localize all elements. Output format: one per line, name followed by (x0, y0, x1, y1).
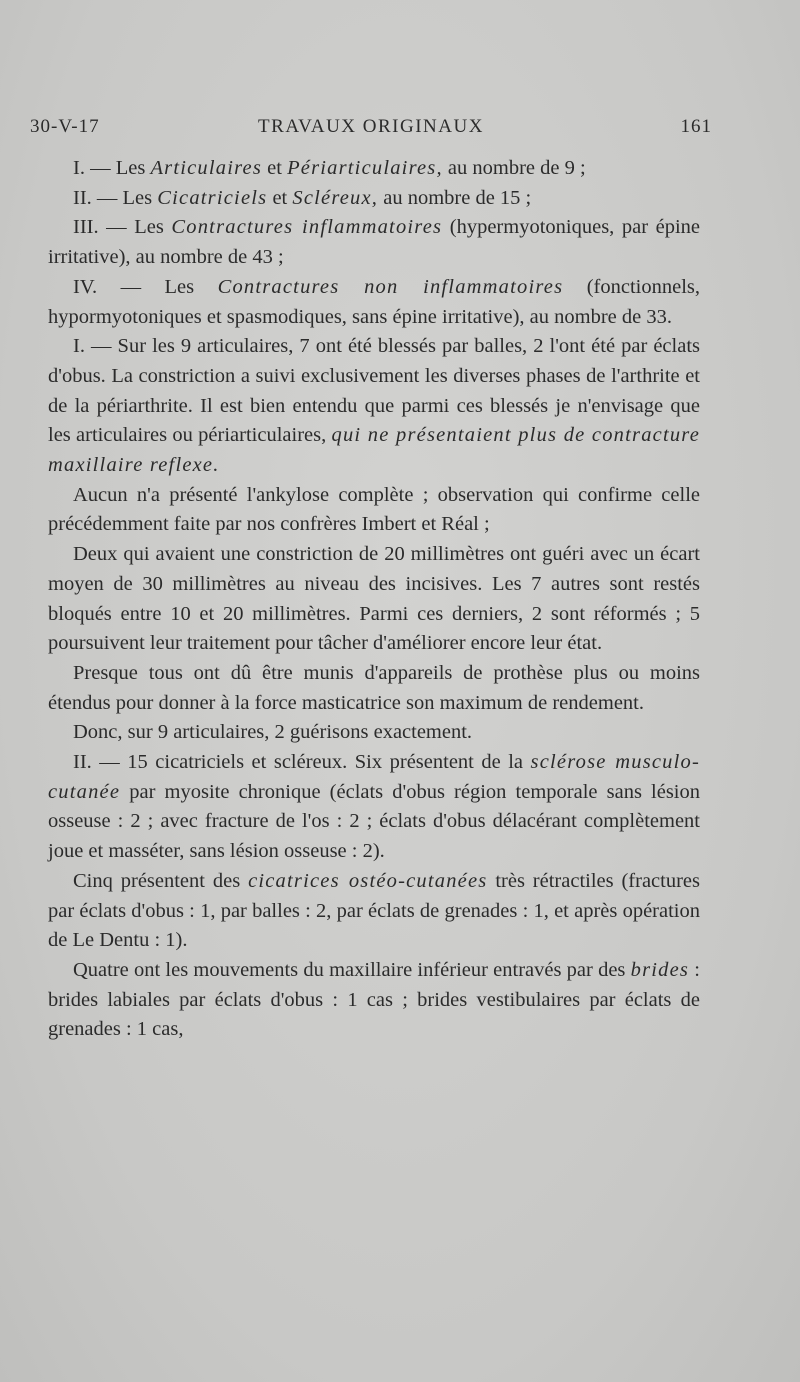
paragraph-p8 (48, 659, 700, 718)
paragraph-p5 (48, 332, 700, 481)
text-run: Quatre ont les mouvements du maxillaire inférieur entravés par des (73, 958, 631, 981)
text-run: II. — Les (73, 186, 158, 209)
italic-term: Contractures non inflammatoires (217, 275, 564, 298)
text-run: II. — 15 cicatriciels et scléreux. Six présentent de la (73, 751, 531, 774)
italic-term: qui ne présentaient plus de contracture maxillaire reflexe. (48, 424, 701, 477)
text-run: III. — Les (73, 216, 172, 239)
text-run: Donc, sur 9 articulaires, 2 guérisons exactement. (73, 721, 473, 744)
body-text (48, 154, 700, 1045)
italic-term: Articulaires (150, 157, 263, 179)
text-run: Deux qui avaient une constriction de 20 millimètres ont guéri avec un écart moyen de 30 millimètres au niveau des incisives. Les 7 autres sont restés bloqués entre 10 et 20 millimètres. Parmi ces derniers, 2 sont réformés ; 5 poursuivent leur traitement pour tâcher d'améliorer encore leur état. (48, 543, 700, 655)
running-header (30, 116, 712, 146)
text-run: I. — Les (73, 157, 151, 179)
italic-term: Périarticulaires, (287, 157, 443, 179)
text-run: et (267, 186, 293, 209)
paragraph-p7 (48, 540, 700, 659)
header-date: 30-V-17 (30, 116, 100, 137)
italic-term: sclérose musculo-cutanée (48, 751, 701, 803)
paragraph-p10 (48, 748, 700, 867)
paragraph-p1 (48, 154, 700, 184)
text-run: et (262, 157, 288, 179)
italic-term: Cicatriciels (157, 186, 268, 209)
text-run: (hypermyotoniques, par épine irritative), au nombre de 43 ; (48, 216, 700, 269)
paragraph-p3 (48, 213, 700, 272)
text-run: Presque tous ont dû être munis d'appareils de prothèse plus ou moins étendus pour donner à la force masticatrice son maximum de rendement. (48, 661, 700, 714)
header-section-title: TRAVAUX ORIGINAUX (258, 116, 484, 137)
text-run: IV. — Les (73, 275, 218, 298)
paragraph-p2 (48, 184, 700, 214)
text-run: Cinq présentent des (73, 869, 249, 892)
text-run: au nombre de 9 ; (442, 157, 586, 179)
italic-term: cicatrices ostéo-cutanées (248, 869, 488, 892)
paragraph-p11 (48, 867, 700, 956)
text-run: par myosite chronique (éclats d'obus région temporale sans lésion osseuse : 2 ; avec fracture de l'os : 2 ; éclats d'obus délacérant complètement joue et masséter, sans lésion osseuse : 2). (48, 780, 700, 863)
paragraph-p6 (48, 481, 700, 540)
italic-term: brides (630, 958, 690, 981)
paragraph-p9 (48, 718, 700, 748)
text-run: Aucun n'a présenté l'ankylose complète ; observation qui confirme celle précédemment faite par nos confrères Imbert et Réal ; (48, 483, 700, 536)
paragraph-p12 (48, 956, 700, 1045)
italic-term: Scléreux, (292, 186, 379, 209)
text-run: très rétractiles (fractures par éclats d'obus : 1, par balles : 2, par éclats de grenades : 1, et après opération de Le Dentu : 1). (48, 869, 700, 952)
page-number: 161 (680, 116, 712, 137)
text-run: : brides labiales par éclats d'obus : 1 cas ; brides vestibulaires par éclats de grenades : 1 cas, (48, 958, 700, 1041)
italic-term: Contractures inflammatoires (171, 216, 443, 239)
text-run: (fonctionnels, hypormyotoniques et spasmodiques, sans épine irritative), au nombre de 33. (48, 275, 700, 328)
paragraph-p4 (48, 273, 700, 332)
text-run: au nombre de 15 ; (378, 186, 532, 209)
text-run: I. — Sur les 9 articulaires, 7 ont été blessés par balles, 2 l'ont été par éclats d'obus. La constriction a suivi exclusivement les diverses phases de l'arthrite et de la périarthrite. Il est bien entendu que parmi ces blessés je n'envisage que les articulaires ou périarticulaires, (48, 335, 700, 447)
